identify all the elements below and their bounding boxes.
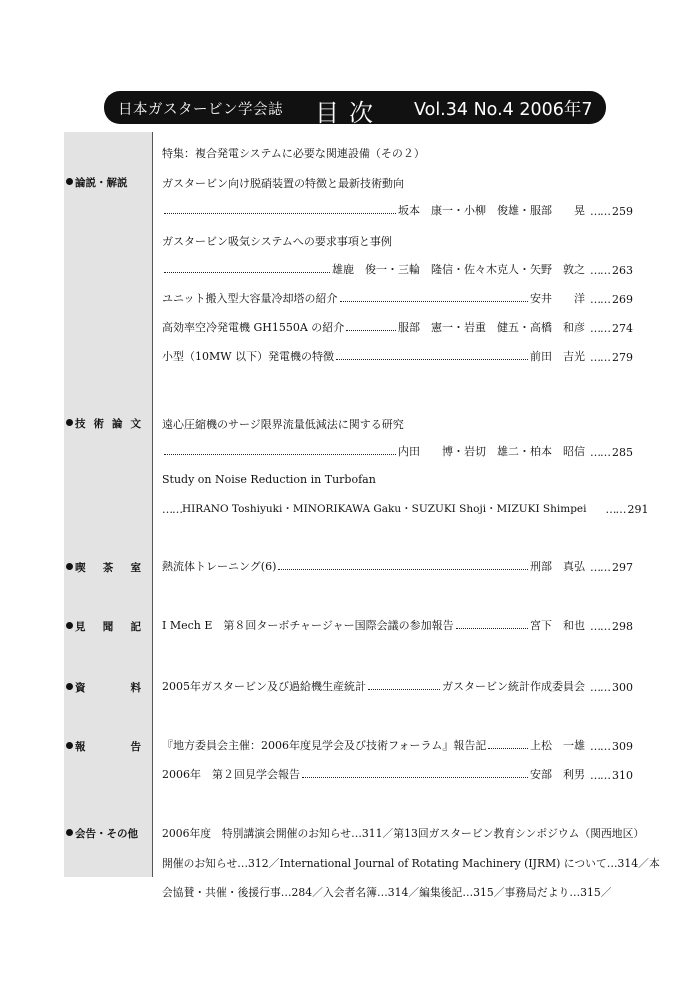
entry-title: 高効率空冷発電機 GH1550A の紹介	[162, 321, 345, 334]
dot-leader	[340, 301, 528, 302]
toc-entry[interactable]	[162, 261, 633, 277]
dot-leader	[456, 628, 528, 629]
entry-page: …… 285	[590, 446, 633, 459]
toc-entry[interactable]	[162, 348, 633, 364]
special-feature-title: 特集：複合発電システムに必要な関連設備（その２）	[162, 147, 425, 160]
leader-prefix: ……	[162, 503, 182, 516]
entry-authors: 前田 吉光	[530, 350, 585, 363]
bullet-icon	[66, 829, 73, 836]
toc-entry[interactable]	[162, 202, 633, 218]
entry-page: …… 259	[590, 205, 633, 218]
entry-page: …… 297	[590, 561, 633, 574]
bullet-icon	[66, 742, 73, 749]
entry-page: …… 274	[590, 322, 633, 335]
entry-authors: ガスタービン統計作成委員会	[442, 680, 585, 693]
entry-title: ユニット搬入型大容量冷却塔の紹介	[162, 292, 338, 305]
toc-entry[interactable]	[162, 558, 633, 574]
bullet-icon	[66, 419, 73, 426]
notice-line: 会協賛・共催・後援行事…284／入会者名簿…314／編集後記…315／事務局だより…315／	[162, 886, 612, 899]
entry-page: …… 298	[590, 620, 633, 633]
toc-entry[interactable]	[162, 617, 633, 633]
section-label-hokoku: 報告	[66, 739, 152, 754]
dot-leader	[336, 359, 528, 360]
entry-page: …… 291	[605, 503, 649, 516]
entry-page: …… 300	[590, 681, 633, 694]
entry-authors: 服部 憲一・岩重 健五・高橋 和彦	[398, 321, 585, 334]
sidebar-divider	[152, 132, 153, 877]
entry-authors: 刑部 真弘	[530, 560, 585, 573]
entry-authors: HIRANO Toshiyuki・MINORIKAWA Gaku・SUZUKI Shoji・MIZUKI Shimpei	[182, 503, 587, 515]
dot-leader	[346, 330, 396, 331]
volume-info: Vol.34 No.4 2006年7月	[414, 100, 593, 145]
toc-entry[interactable]	[162, 443, 633, 459]
entry-authors: 安井 洋	[530, 292, 585, 305]
section-label-gijutsu: 技術論文	[66, 416, 152, 431]
entry-title[interactable]: ガスタービン向け脱硝装置の特徴と最新技術動向	[162, 177, 404, 190]
dot-leader	[488, 748, 528, 749]
notice-line: 開催のお知らせ…312／International Journal of Rotating Machinery (IJRM) について…314／本	[162, 857, 660, 870]
toc-entry[interactable]	[162, 290, 633, 306]
toc-entry[interactable]	[162, 766, 633, 782]
entry-title[interactable]: Study on Noise Reduction in Turbofan	[162, 473, 376, 486]
dot-leader	[368, 689, 440, 690]
entry-authors: 安部 利男	[530, 768, 585, 781]
toc-entry[interactable]	[162, 737, 633, 753]
journal-title: 日本ガスタービン学会誌	[118, 102, 283, 118]
entry-page: …… 269	[590, 293, 633, 306]
header-banner	[104, 91, 606, 145]
section-label-kissa: 喫茶室	[66, 560, 152, 575]
toc-title: 目次	[315, 99, 383, 127]
entry-title: 熱流体トレーニング(6)	[162, 560, 277, 573]
dot-leader	[302, 777, 528, 778]
toc-entry[interactable]	[162, 500, 649, 516]
bullet-icon	[66, 683, 73, 690]
dot-leader	[164, 454, 396, 455]
entry-title: 『地方委員会主催：2006年度見学会及び技術フォーラム』報告記	[162, 739, 487, 752]
entry-title[interactable]: ガスタービン吸気システムへの要求事項と事例	[162, 235, 392, 248]
entry-authors: 坂本 康一・小柳 俊雄・服部 晃	[398, 204, 585, 217]
section-label-kenbun: 見聞記	[66, 619, 152, 634]
entry-authors: 宮下 和也	[530, 619, 585, 632]
section-label-ronsetsu: 論説・解説	[66, 175, 152, 190]
section-sidebar	[64, 132, 152, 877]
entry-authors: 雄鹿 俊一・三輪 隆信・佐々木克人・矢野 敦之	[332, 263, 585, 276]
entry-page: …… 310	[590, 769, 633, 782]
toc-entry[interactable]	[162, 319, 633, 335]
entry-page: …… 279	[590, 351, 633, 364]
dot-leader	[164, 213, 396, 214]
bullet-icon	[66, 563, 73, 570]
entry-title: 小型（10MW 以下）発電機の特徴	[162, 350, 335, 363]
toc-entry[interactable]	[162, 678, 633, 694]
bullet-icon	[66, 622, 73, 629]
entry-title: 2006年 第２回見学会報告	[162, 768, 300, 781]
entry-title[interactable]: 遠心圧縮機のサージ限界流量低減法に関する研究	[162, 418, 404, 431]
notice-line: 2006年度 特別講演会開催のお知らせ…311／第13回ガスタービン教育シンポジウム（関西地区）	[162, 827, 645, 840]
entry-page: …… 263	[590, 264, 633, 277]
section-label-shiryo: 資料	[66, 680, 152, 695]
entry-authors: 内田 博・岩切 雄二・柏本 昭信	[398, 445, 585, 458]
entry-authors: 上松 一雄	[530, 739, 585, 752]
entry-page: …… 309	[590, 740, 633, 753]
dot-leader	[278, 569, 528, 570]
section-label-kaikoku: 会告・その他	[66, 826, 152, 841]
dot-leader	[164, 272, 330, 273]
entry-title: 2005年ガスタービン及び過給機生産統計	[162, 680, 366, 693]
bullet-icon	[66, 178, 73, 185]
entry-title: I Mech E 第８回ターボチャージャー国際会議の参加報告	[162, 619, 454, 632]
